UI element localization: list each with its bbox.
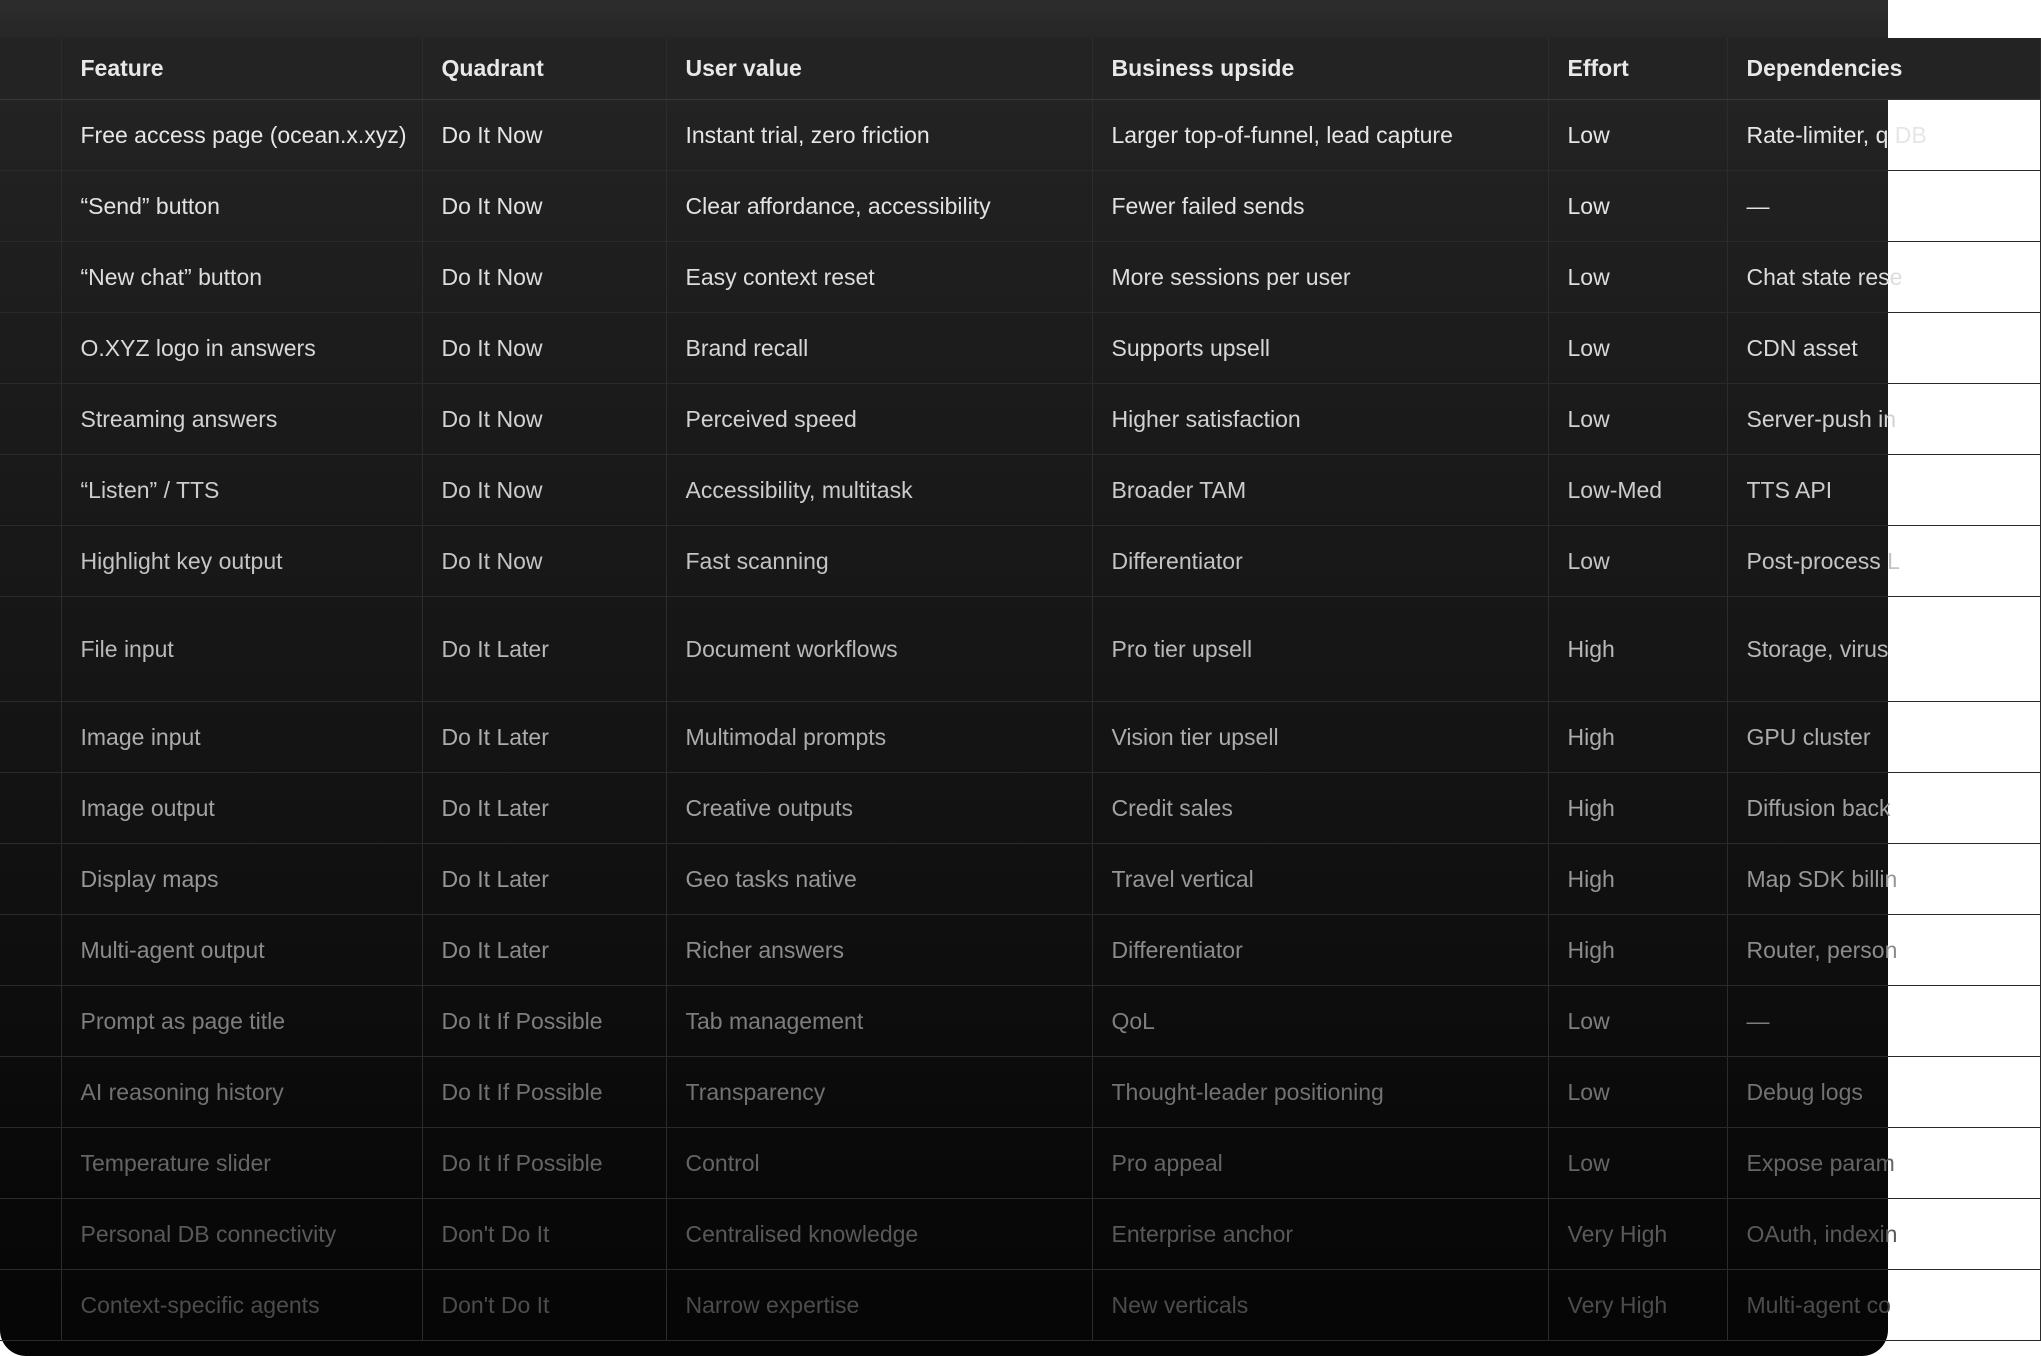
- cell-user-value: Accessibility, multitask: [666, 455, 1092, 526]
- cell-quadrant: Do It Now: [422, 313, 666, 384]
- cell-business-upside: Higher satisfaction: [1092, 384, 1548, 455]
- cell-business-upside: More sessions per user: [1092, 242, 1548, 313]
- cell-quadrant: Do It Now: [422, 100, 666, 171]
- table-row[interactable]: [0, 313, 2040, 384]
- cell-feature: File input: [61, 597, 422, 702]
- cell-user-value: Centralised knowledge: [666, 1199, 1092, 1270]
- table-row[interactable]: [0, 1199, 2040, 1270]
- cell-user-value: Clear affordance, accessibility: [666, 171, 1092, 242]
- cell-business-upside: Differentiator: [1092, 526, 1548, 597]
- cell-feature: “Send” button: [61, 171, 422, 242]
- cell-dependencies: CDN asset: [1727, 313, 2040, 384]
- cell-user-value: Control: [666, 1128, 1092, 1199]
- cell-dependencies: Rate-limiter, q DB: [1727, 100, 2040, 171]
- cell-user-value: Richer answers: [666, 915, 1092, 986]
- cell-business-upside: Thought-leader positioning: [1092, 1057, 1548, 1128]
- cell-effort: Low: [1548, 986, 1727, 1057]
- table-viewport[interactable]: [0, 38, 1927, 1356]
- row-gutter: [0, 702, 61, 773]
- cell-quadrant: Don't Do It: [422, 1270, 666, 1341]
- cell-feature: Temperature slider: [61, 1128, 422, 1199]
- cell-effort: Low: [1548, 1057, 1727, 1128]
- table-row[interactable]: [0, 1057, 2040, 1128]
- cell-feature: Free access page (ocean.x.xyz): [61, 100, 422, 171]
- cell-quadrant: Do It Later: [422, 773, 666, 844]
- cell-effort: High: [1548, 844, 1727, 915]
- cell-feature: Image output: [61, 773, 422, 844]
- cell-business-upside: QoL: [1092, 986, 1548, 1057]
- cell-effort: Very High: [1548, 1199, 1727, 1270]
- row-gutter: [0, 773, 61, 844]
- cell-user-value: Perceived speed: [666, 384, 1092, 455]
- row-gutter: [0, 242, 61, 313]
- cell-effort: High: [1548, 702, 1727, 773]
- cell-business-upside: Larger top-of-funnel, lead capture: [1092, 100, 1548, 171]
- cell-user-value: Geo tasks native: [666, 844, 1092, 915]
- cell-feature: Multi-agent output: [61, 915, 422, 986]
- cell-dependencies: OAuth, indexin: [1727, 1199, 2040, 1270]
- cell-effort: Low: [1548, 1128, 1727, 1199]
- cell-quadrant: Do It If Possible: [422, 1128, 666, 1199]
- cell-dependencies: Debug logs: [1727, 1057, 2040, 1128]
- row-gutter: [0, 1199, 61, 1270]
- cell-effort: Low: [1548, 313, 1727, 384]
- table-body: [0, 100, 2040, 1341]
- table-row[interactable]: [0, 384, 2040, 455]
- table-header-row: [0, 38, 2040, 100]
- cell-business-upside: Fewer failed sends: [1092, 171, 1548, 242]
- cell-feature: Prompt as page title: [61, 986, 422, 1057]
- column-header-quadrant[interactable]: Quadrant: [422, 38, 666, 100]
- cell-user-value: Creative outputs: [666, 773, 1092, 844]
- cell-feature: Personal DB connectivity: [61, 1199, 422, 1270]
- table-row[interactable]: [0, 597, 2040, 702]
- table-row[interactable]: [0, 1270, 2040, 1341]
- table-row[interactable]: [0, 915, 2040, 986]
- cell-dependencies: Router, person: [1727, 915, 2040, 986]
- cell-business-upside: Pro appeal: [1092, 1128, 1548, 1199]
- cell-quadrant: Do It Now: [422, 384, 666, 455]
- cell-feature: AI reasoning history: [61, 1057, 422, 1128]
- cell-feature: “Listen” / TTS: [61, 455, 422, 526]
- table-row[interactable]: [0, 773, 2040, 844]
- cell-business-upside: Supports upsell: [1092, 313, 1548, 384]
- cell-quadrant: Do It Later: [422, 702, 666, 773]
- row-gutter: [0, 313, 61, 384]
- cell-dependencies: Expose param: [1727, 1128, 2040, 1199]
- row-gutter: [0, 100, 61, 171]
- cell-quadrant: Do It If Possible: [422, 986, 666, 1057]
- row-gutter: [0, 986, 61, 1057]
- cell-business-upside: Broader TAM: [1092, 455, 1548, 526]
- row-gutter: [0, 526, 61, 597]
- cell-quadrant: Do It Later: [422, 915, 666, 986]
- cell-feature: Context-specific agents: [61, 1270, 422, 1341]
- column-header-dependencies[interactable]: Dependencies: [1727, 38, 2040, 100]
- cell-quadrant: Don't Do It: [422, 1199, 666, 1270]
- cell-user-value: Narrow expertise: [666, 1270, 1092, 1341]
- row-gutter: [0, 384, 61, 455]
- column-header-feature[interactable]: Feature: [61, 38, 422, 100]
- column-header-effort[interactable]: Effort: [1548, 38, 1727, 100]
- cell-effort: Low: [1548, 526, 1727, 597]
- cell-effort: Low: [1548, 100, 1727, 171]
- cell-feature: O.XYZ logo in answers: [61, 313, 422, 384]
- row-gutter: [0, 455, 61, 526]
- table-row[interactable]: [0, 100, 2040, 171]
- table-row[interactable]: [0, 455, 2040, 526]
- row-gutter: [0, 915, 61, 986]
- table-row[interactable]: [0, 171, 2040, 242]
- cell-business-upside: Pro tier upsell: [1092, 597, 1548, 702]
- cell-quadrant: Do It Now: [422, 526, 666, 597]
- cell-effort: Low: [1548, 384, 1727, 455]
- cell-quadrant: Do It Now: [422, 242, 666, 313]
- table-row[interactable]: [0, 1128, 2040, 1199]
- title-bar: [0, 0, 1888, 39]
- cell-effort: Low-Med: [1548, 455, 1727, 526]
- cell-business-upside: Travel vertical: [1092, 844, 1548, 915]
- cell-user-value: Fast scanning: [666, 526, 1092, 597]
- cell-dependencies: Post-process L: [1727, 526, 2040, 597]
- cell-feature: Streaming answers: [61, 384, 422, 455]
- cell-dependencies: TTS API: [1727, 455, 2040, 526]
- cell-business-upside: New verticals: [1092, 1270, 1548, 1341]
- cell-business-upside: Differentiator: [1092, 915, 1548, 986]
- table-row[interactable]: [0, 986, 2040, 1057]
- cell-user-value: Brand recall: [666, 313, 1092, 384]
- row-gutter: [0, 1128, 61, 1199]
- cell-dependencies: Map SDK billin: [1727, 844, 2040, 915]
- cell-quadrant: Do It Now: [422, 455, 666, 526]
- cell-business-upside: Enterprise anchor: [1092, 1199, 1548, 1270]
- cell-user-value: Instant trial, zero friction: [666, 100, 1092, 171]
- table-row[interactable]: [0, 702, 2040, 773]
- cell-dependencies: Multi-agent co: [1727, 1270, 2040, 1341]
- cell-dependencies: —: [1727, 171, 2040, 242]
- cell-feature: “New chat” button: [61, 242, 422, 313]
- column-header-business-upside[interactable]: Business upside: [1092, 38, 1548, 100]
- row-gutter: [0, 844, 61, 915]
- feature-prioritization-table: [0, 38, 2041, 1341]
- cell-business-upside: Vision tier upsell: [1092, 702, 1548, 773]
- cell-dependencies: Chat state rese: [1727, 242, 2040, 313]
- cell-effort: Low: [1548, 171, 1727, 242]
- cell-user-value: Multimodal prompts: [666, 702, 1092, 773]
- row-gutter: [0, 1057, 61, 1128]
- cell-quadrant: Do It Later: [422, 597, 666, 702]
- table-row[interactable]: [0, 242, 2040, 313]
- column-header-user-value[interactable]: User value: [666, 38, 1092, 100]
- cell-dependencies: Storage, virus: [1727, 597, 2040, 702]
- cell-effort: High: [1548, 773, 1727, 844]
- cell-user-value: Document workflows: [666, 597, 1092, 702]
- table-row[interactable]: [0, 844, 2040, 915]
- row-gutter-header: [0, 38, 61, 100]
- row-gutter: [0, 1270, 61, 1341]
- cell-dependencies: Diffusion back: [1727, 773, 2040, 844]
- cell-feature: Image input: [61, 702, 422, 773]
- cell-feature: Highlight key output: [61, 526, 422, 597]
- cell-quadrant: Do It Later: [422, 844, 666, 915]
- cell-dependencies: —: [1727, 986, 2040, 1057]
- row-gutter: [0, 171, 61, 242]
- cell-effort: Low: [1548, 242, 1727, 313]
- cell-effort: High: [1548, 915, 1727, 986]
- cell-quadrant: Do It Now: [422, 171, 666, 242]
- cell-feature: Display maps: [61, 844, 422, 915]
- cell-user-value: Easy context reset: [666, 242, 1092, 313]
- cell-dependencies: Server-push in: [1727, 384, 2040, 455]
- table-row[interactable]: [0, 526, 2040, 597]
- cell-user-value: Tab management: [666, 986, 1092, 1057]
- cell-quadrant: Do It If Possible: [422, 1057, 666, 1128]
- cell-business-upside: Credit sales: [1092, 773, 1548, 844]
- cell-user-value: Transparency: [666, 1057, 1092, 1128]
- row-gutter: [0, 597, 61, 702]
- cell-effort: Very High: [1548, 1270, 1727, 1341]
- cell-effort: High: [1548, 597, 1727, 702]
- cell-dependencies: GPU cluster: [1727, 702, 2040, 773]
